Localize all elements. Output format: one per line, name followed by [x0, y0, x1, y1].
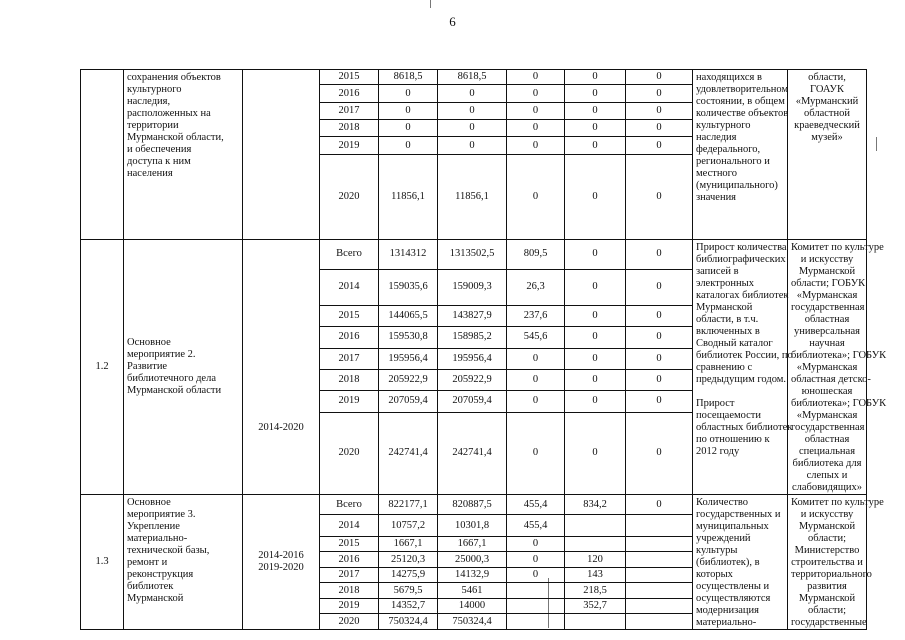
amount-cell: 0 — [626, 305, 693, 326]
amount-cell: 143827,9 — [438, 305, 507, 326]
text-line: области, — [808, 72, 846, 83]
text-line: Мурманской — [127, 593, 184, 604]
text-line: регионального и — [696, 156, 770, 167]
executor-cell — [788, 495, 884, 630]
amount-cell: 5679,5 — [379, 583, 438, 599]
amount-cell: 0 — [626, 103, 693, 120]
text-line: краеведческий — [794, 120, 860, 131]
text-line: мероприятие 3. — [127, 509, 196, 520]
text-line: «Мурманский — [795, 96, 859, 107]
year-cell: 2018 — [320, 369, 379, 390]
amount-cell — [626, 614, 693, 630]
year-cell: 2017 — [320, 567, 379, 583]
text-line: территориального — [791, 569, 872, 580]
amount-cell: 822177,1 — [379, 495, 438, 515]
text-line: библиографических — [696, 254, 786, 265]
amount-cell — [507, 614, 565, 630]
indicator-cell — [693, 495, 788, 630]
year-cell: 2018 — [320, 120, 379, 137]
amount-cell: 0 — [626, 348, 693, 369]
amount-cell: 159530,8 — [379, 327, 438, 348]
amount-cell: 0 — [565, 70, 626, 85]
year-cell: 2019 — [320, 137, 379, 155]
year-cell: 2020 — [320, 155, 379, 240]
text-line: Министерство — [794, 545, 860, 556]
text-line: Прирост — [696, 398, 735, 409]
text-line: по отношению к — [696, 434, 770, 445]
amount-cell: 207059,4 — [379, 391, 438, 412]
amount-cell: 0 — [565, 391, 626, 412]
amount-cell: 159035,6 — [379, 269, 438, 305]
amount-cell: 1667,1 — [438, 536, 507, 552]
text-line: которых — [696, 569, 733, 580]
amount-cell: 237,6 — [507, 305, 565, 326]
text-line: модернизация — [696, 605, 759, 616]
year-cell: 2019 — [320, 391, 379, 412]
text-line: федерального, — [696, 144, 761, 155]
text-line: библиотек — [127, 581, 174, 592]
amount-cell: 14352,7 — [379, 598, 438, 614]
amount-cell: 207059,4 — [438, 391, 507, 412]
text-line: Мурманской — [798, 266, 856, 277]
text-line: «Мурманская — [796, 362, 858, 373]
text-line: Мурманской области, — [127, 132, 224, 143]
punch-mark-right — [876, 137, 877, 151]
year-cell: 2017 — [320, 348, 379, 369]
amount-cell: 143 — [565, 567, 626, 583]
text-line: и искусству — [800, 254, 854, 265]
text-line: муниципальных — [696, 521, 769, 532]
amount-cell: 14000 — [438, 598, 507, 614]
amount-cell: 14275,9 — [379, 567, 438, 583]
amount-cell: 0 — [565, 305, 626, 326]
amount-cell: 0 — [507, 85, 565, 103]
amount-cell: 455,4 — [507, 495, 565, 515]
text-line: записей в — [696, 266, 739, 277]
text-line: и искусству — [800, 509, 854, 520]
amount-cell: 144065,5 — [379, 305, 438, 326]
amount-cell: 242741,4 — [438, 412, 507, 494]
amount-cell: 10301,8 — [438, 515, 507, 537]
amount-cell: 205922,9 — [379, 369, 438, 390]
amount-cell: 195956,4 — [379, 348, 438, 369]
amount-cell: 25120,3 — [379, 552, 438, 568]
text-line: Развитие — [127, 361, 168, 372]
text-line: территории — [127, 120, 179, 131]
amount-cell — [626, 583, 693, 599]
indicator-cell — [693, 240, 793, 495]
text-line: области; — [807, 605, 847, 616]
amount-cell: 809,5 — [507, 240, 565, 270]
text-line: Основное — [127, 337, 171, 348]
text-line: наследия, — [127, 96, 171, 107]
amount-cell: 820887,5 — [438, 495, 507, 515]
amount-cell: 218,5 — [565, 583, 626, 599]
text-line: библиотека»; ГОБУК — [791, 398, 887, 409]
implementation-period — [243, 495, 320, 630]
executor-cell — [788, 70, 867, 240]
text-line: находящихся в — [696, 72, 762, 83]
text-line: слабовидящих» — [791, 482, 863, 493]
amount-cell: 0 — [626, 155, 693, 240]
amount-cell: 0 — [565, 412, 626, 494]
amount-cell: 14132,9 — [438, 567, 507, 583]
text-line: материально- — [127, 533, 188, 544]
text-line: материально- — [696, 617, 757, 628]
amount-cell — [626, 552, 693, 568]
amount-cell: 158985,2 — [438, 327, 507, 348]
executor-cell — [788, 240, 887, 495]
program-table — [80, 69, 887, 630]
year-cell: Всего — [320, 240, 379, 270]
text-line: удовлетворительном — [696, 84, 789, 95]
amount-cell: 0 — [438, 103, 507, 120]
amount-cell: 750324,4 — [379, 614, 438, 630]
text-line: областная — [804, 314, 850, 325]
text-line: государственных и — [696, 509, 781, 520]
text-line: Комитет по культуре — [791, 242, 884, 253]
amount-cell: 834,2 — [565, 495, 626, 515]
text-line: сохранения объектов — [127, 72, 221, 83]
year-cell: 2020 — [320, 412, 379, 494]
text-line: «Мурманская — [796, 410, 858, 421]
amount-cell: 0 — [379, 120, 438, 137]
item-number: 1.3 — [81, 495, 124, 630]
amount-cell: 0 — [565, 348, 626, 369]
activity-name — [124, 240, 243, 495]
implementation-period: 2014-2020 — [243, 240, 320, 495]
amount-cell: 0 — [565, 269, 626, 305]
text-line: Количество — [696, 497, 749, 508]
text-line: расположенных на — [127, 108, 211, 119]
text-line: электронных — [696, 278, 754, 289]
text-line: библиотека»; ГОБУК — [791, 350, 887, 361]
amount-cell: 0 — [626, 137, 693, 155]
amount-cell — [626, 598, 693, 614]
text-line: культурного — [696, 120, 751, 131]
implementation-period — [243, 70, 320, 240]
amount-cell: 0 — [507, 412, 565, 494]
amount-cell — [507, 598, 565, 614]
amount-cell: 0 — [626, 412, 693, 494]
text-line: включенных в — [696, 326, 760, 337]
amount-cell — [565, 515, 626, 537]
amount-cell: 0 — [507, 348, 565, 369]
text-line: значения — [696, 192, 737, 203]
amount-cell: 1667,1 — [379, 536, 438, 552]
text-line: Комитет по культуре — [791, 497, 884, 508]
text-line — [696, 386, 784, 398]
year-cell: 2014 — [320, 269, 379, 305]
text-line: юношеская — [801, 386, 853, 397]
year-cell: 2016 — [320, 85, 379, 103]
text-line: 2014-2016 — [258, 550, 304, 561]
text-line: (библиотек), в — [696, 557, 760, 568]
year-cell: 2015 — [320, 70, 379, 85]
text-line: реконструкция — [127, 569, 194, 580]
text-line: музей» — [811, 132, 843, 143]
text-line: Основное — [127, 497, 171, 508]
amount-cell: 0 — [507, 567, 565, 583]
text-line: Мурманской — [798, 521, 856, 532]
indicator-cell — [693, 70, 788, 240]
amount-cell: 545,6 — [507, 327, 565, 348]
amount-cell: 1314312 — [379, 240, 438, 270]
amount-cell: 0 — [507, 552, 565, 568]
activity-name — [124, 70, 243, 240]
year-cell: 2015 — [320, 536, 379, 552]
text-line: предыдущим годом. — [696, 374, 787, 385]
text-line: и обеспечения — [127, 144, 192, 155]
text-line: «Мурманская — [796, 290, 858, 301]
text-line: Мурманской области — [127, 385, 222, 396]
text-line: осуществлены и — [696, 581, 770, 592]
activity-name — [124, 495, 243, 630]
amount-cell: 0 — [626, 495, 693, 515]
text-line: государственные — [791, 617, 867, 628]
punch-mark-top — [430, 0, 431, 8]
amount-cell: 0 — [379, 85, 438, 103]
amount-cell: 0 — [507, 369, 565, 390]
amount-cell: 0 — [565, 240, 626, 270]
amount-cell: 0 — [565, 369, 626, 390]
text-line: Прирост количества — [696, 242, 787, 253]
amount-cell: 352,7 — [565, 598, 626, 614]
text-line: 2019-2020 — [258, 562, 304, 573]
text-line: сравнению с — [696, 362, 753, 373]
amount-cell: 120 — [565, 552, 626, 568]
amount-cell: 0 — [565, 327, 626, 348]
text-line: Укрепление — [127, 521, 180, 532]
text-line: мероприятие 2. — [127, 349, 196, 360]
text-line: научная — [809, 338, 845, 349]
text-line: области; — [807, 533, 847, 544]
text-line: ГОАУК — [810, 84, 844, 95]
text-line: областной — [804, 108, 850, 119]
amount-cell — [626, 536, 693, 552]
amount-cell: 0 — [626, 269, 693, 305]
item-number: 1.2 — [81, 240, 124, 495]
amount-cell — [565, 536, 626, 552]
text-line: Мурманской — [696, 302, 753, 313]
text-line: осуществляются — [696, 593, 771, 604]
amount-cell: 0 — [626, 369, 693, 390]
amount-cell: 0 — [565, 103, 626, 120]
text-line: состоянии, в общем — [696, 96, 785, 107]
amount-cell: 0 — [565, 120, 626, 137]
amount-cell: 1313502,5 — [438, 240, 507, 270]
year-cell: 2015 — [320, 305, 379, 326]
amount-cell: 0 — [626, 70, 693, 85]
amount-cell: 8618,5 — [438, 70, 507, 85]
text-line: наследия — [696, 132, 737, 143]
text-line: учреждений — [696, 533, 751, 544]
text-line: библиотек России, по — [696, 350, 793, 361]
amount-cell: 0 — [379, 137, 438, 155]
amount-cell: 5461 — [438, 583, 507, 599]
amount-cell: 455,4 — [507, 515, 565, 537]
amount-cell: 0 — [379, 103, 438, 120]
text-line: области, в т.ч. — [696, 314, 759, 325]
text-line: государственная — [791, 422, 865, 433]
amount-cell: 0 — [626, 327, 693, 348]
amount-cell — [626, 567, 693, 583]
amount-cell: 0 — [565, 137, 626, 155]
year-cell: Всего — [320, 495, 379, 515]
text-line: слепых и — [806, 470, 848, 481]
amount-cell: 159009,3 — [438, 269, 507, 305]
text-line: посещаемости — [696, 410, 762, 421]
year-cell: 2016 — [320, 327, 379, 348]
amount-cell: 0 — [507, 103, 565, 120]
text-line: библиотечного дела — [127, 373, 216, 384]
amount-cell: 0 — [626, 391, 693, 412]
text-line: Сводный каталог — [696, 338, 773, 349]
text-line: местного — [696, 168, 737, 179]
amount-cell: 0 — [626, 120, 693, 137]
amount-cell — [507, 583, 565, 599]
text-line: областная — [804, 434, 850, 445]
text-line: культурного — [127, 84, 182, 95]
amount-cell: 0 — [507, 120, 565, 137]
amount-cell: 242741,4 — [379, 412, 438, 494]
amount-cell: 0 — [507, 137, 565, 155]
amount-cell: 195956,4 — [438, 348, 507, 369]
amount-cell: 0 — [507, 391, 565, 412]
text-line: культуры — [696, 545, 738, 556]
amount-cell: 750324,4 — [438, 614, 507, 630]
year-cell: 2020 — [320, 614, 379, 630]
text-line: доступа к ним — [127, 156, 191, 167]
text-line: технической базы, — [127, 545, 210, 556]
year-cell: 2019 — [320, 598, 379, 614]
amount-cell: 0 — [626, 85, 693, 103]
text-line: библиотека для — [792, 458, 862, 469]
year-cell: 2016 — [320, 552, 379, 568]
text-line: области; ГОБУК — [791, 278, 866, 289]
amount-cell: 25000,3 — [438, 552, 507, 568]
amount-cell: 0 — [507, 536, 565, 552]
amount-cell: 0 — [626, 240, 693, 270]
year-cell: 2017 — [320, 103, 379, 120]
text-line: 2012 году — [696, 446, 740, 457]
text-line: ремонт и — [127, 557, 168, 568]
amount-cell: 11856,1 — [379, 155, 438, 240]
text-line: населения — [127, 168, 173, 179]
text-line: (муниципального) — [696, 180, 778, 191]
amount-cell: 0 — [438, 85, 507, 103]
item-number — [81, 70, 124, 240]
amount-cell — [626, 515, 693, 537]
amount-cell: 8618,5 — [379, 70, 438, 85]
table-row — [81, 240, 867, 270]
year-cell: 2018 — [320, 583, 379, 599]
text-line: областная детско- — [791, 374, 871, 385]
text-line: количестве объектов — [696, 108, 789, 119]
amount-cell: 205922,9 — [438, 369, 507, 390]
text-line: Мурманской — [798, 593, 856, 604]
amount-cell: 0 — [438, 137, 507, 155]
amount-cell: 10757,2 — [379, 515, 438, 537]
text-line: каталогах библиотек — [696, 290, 789, 301]
amount-cell: 26,3 — [507, 269, 565, 305]
table-row — [81, 70, 867, 85]
amount-cell: 0 — [507, 155, 565, 240]
amount-cell: 11856,1 — [438, 155, 507, 240]
text-line: специальная — [798, 446, 856, 457]
text-line: областных библиотек — [696, 422, 793, 433]
text-line: государственная — [791, 302, 865, 313]
page-number: 6 — [449, 14, 456, 29]
table-row — [81, 495, 867, 515]
year-cell: 2014 — [320, 515, 379, 537]
amount-cell: 0 — [565, 155, 626, 240]
text-line: строительства и — [791, 557, 863, 568]
amount-cell — [565, 614, 626, 630]
amount-cell: 0 — [438, 120, 507, 137]
text-line: развития — [807, 581, 847, 592]
amount-cell: 0 — [565, 85, 626, 103]
amount-cell: 0 — [507, 70, 565, 85]
text-line: универсальная — [794, 326, 860, 337]
